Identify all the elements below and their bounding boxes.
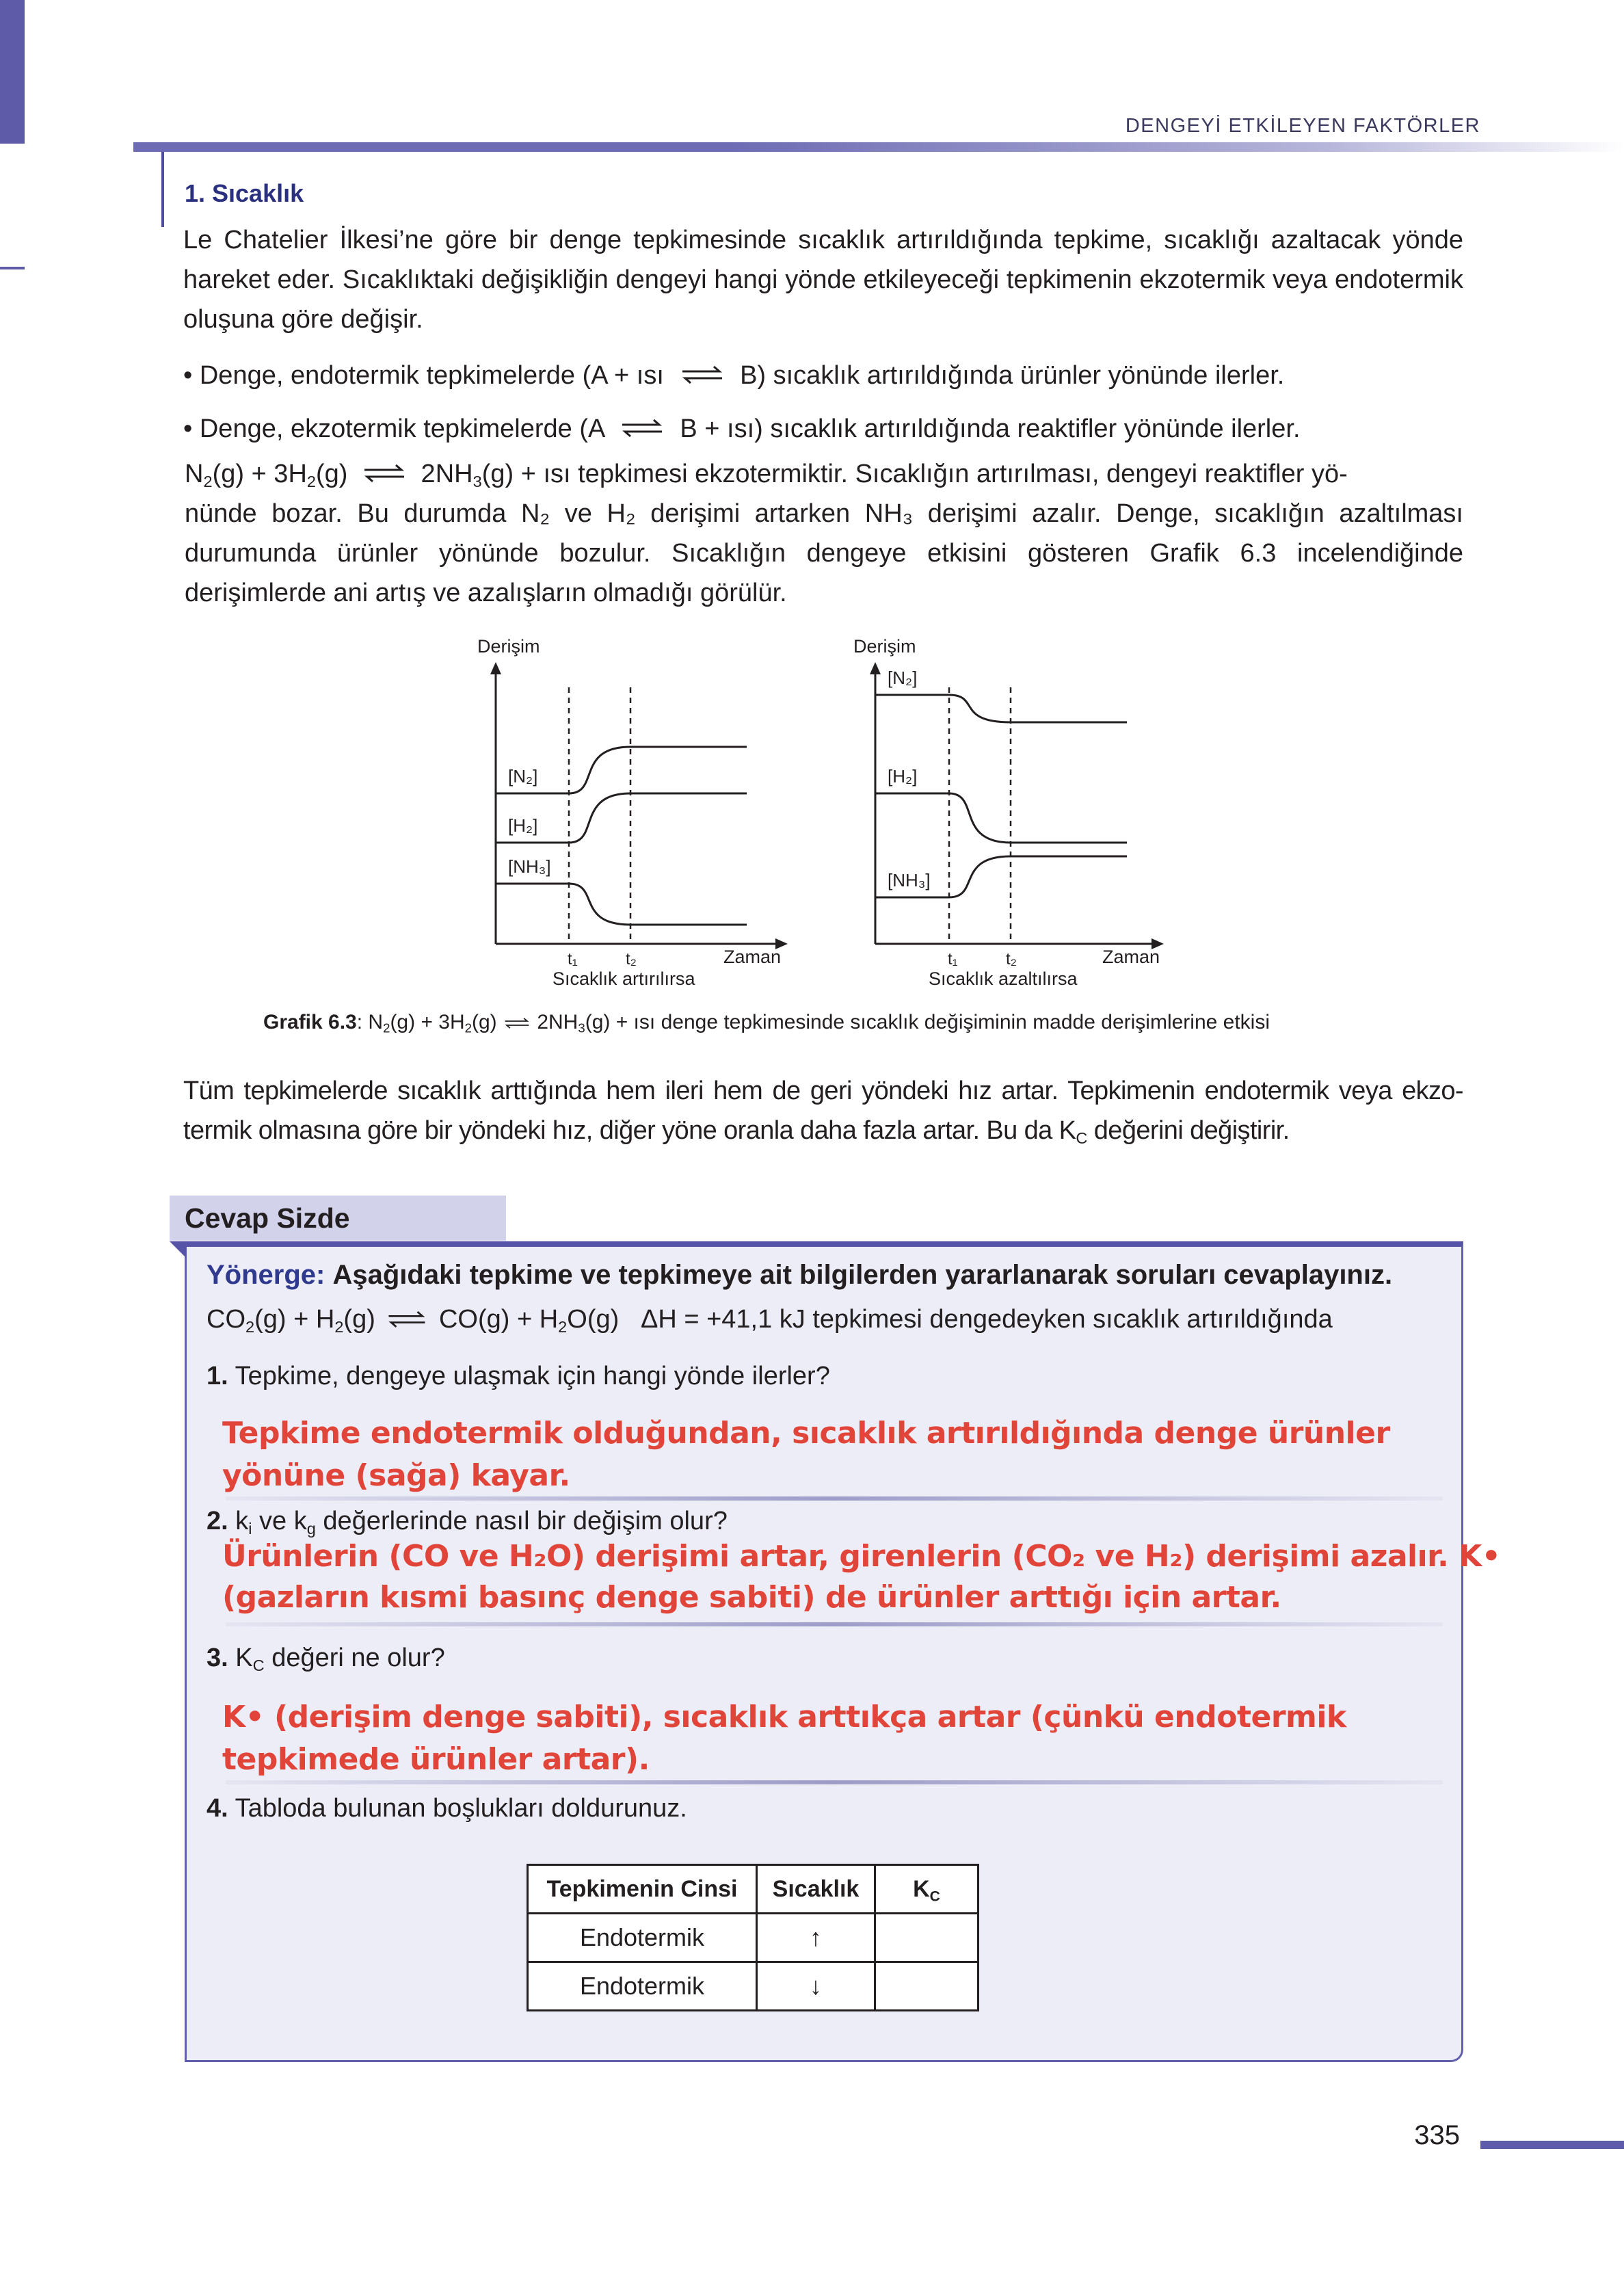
q3-number: 3. [207, 1644, 228, 1672]
caption-label: Grafik 6.3 [263, 1011, 357, 1033]
table-cell-kc[interactable] [875, 1914, 979, 1962]
question-2 [207, 1505, 728, 1537]
ammonia-reaction: $N_2(g) + 3H_2(g)$ $2NH_3(g)$ [185, 460, 514, 491]
para3-line2-wrap: termik olmasına göre bir yöndeki hız, diğer yöne oranla daha fazla artar. Bu da $K_C$ değerini değiştirir. [183, 1116, 1290, 1148]
question-1 [207, 1360, 830, 1393]
question-3 [207, 1641, 445, 1674]
para2-line2: nünde bozar. Bu durumda N₂ ve H₂ derişimi artarken NH₃ derişimi azalır. Denge, sıcaklığın azaltılması [185, 499, 1463, 528]
equilibrium-arrow-icon [678, 363, 726, 386]
chart2-series-label: [N₂] [888, 668, 918, 688]
intro-paragraph: Le Chatelier İlkesi’ne göre bir denge tepkimesinde sıcaklık artırıldığında tepkime, sıcaklığı azaltacak yönde hareket eder. Sıcaklıktaki değişikliğin dengeyi hangi yönde etkileyeceği tepkimenin ekzotermik veya endotermik oluşuna göre değişir. [183, 226, 1463, 334]
page-edge-tab [0, 0, 25, 144]
table-header-temp: Sıcaklık [757, 1865, 875, 1914]
chart1-ylabel: Derişim [477, 636, 540, 657]
para3-line1: Tüm tepkimelerde sıcaklık arttığında hem ileri hem de geri yöndeki hız artar. Tepkimenin endotermik veya ekzo- [183, 1077, 1463, 1105]
chart2-series-label: [H₂] [888, 766, 918, 787]
para3-line2: termik olmasına göre bir yöndeki hız, diğer yöne oranla daha fazla artar. Bu da K [183, 1116, 1076, 1145]
para2-rest: + ısı tepkimesi ekzotermiktir. Sıcaklığın artırılması, dengeyi reaktifler yö- [520, 460, 1348, 488]
answer-1[interactable]: Tepkime endotermik olduğundan, sıcaklık artırıldığında denge ürünler yönüne (sağa) kayar. [222, 1416, 1390, 1493]
q2-text: değerlerinde nasıl bir değişim olur? [323, 1507, 728, 1535]
cevap-sizde-title: Cevap Sizde [185, 1202, 350, 1234]
table-header-type: Tepkimenin Cinsi [528, 1865, 757, 1914]
answer-1-underline [226, 1496, 1443, 1501]
chart1-series-label: [N₂] [508, 766, 538, 787]
chart1-series-label: [NH₃] [508, 856, 551, 877]
table-cell-type: Endotermik [528, 1914, 757, 1962]
bullet2-pre: • Denge, ekzotermik tepkimelerde (A [183, 414, 604, 443]
table-row [528, 1962, 979, 2011]
section-accent-line [161, 152, 164, 227]
water-gas-reaction [207, 1303, 1333, 1336]
chart1-y-arrow [490, 662, 501, 674]
q4-number: 4. [207, 1794, 228, 1823]
chart1-tick-t1: t₁ [568, 950, 578, 968]
table-cell-temp: ↑ [757, 1914, 875, 1962]
caption-reaction: $N_2(g) + 3H_2(g) 2NH_3(g)$ + ısı [368, 1011, 656, 1035]
answer-2-line2[interactable]: (gazların kısmi basınç denge sabiti) de ürünler arttığı için artar. [222, 1580, 1281, 1615]
caption-text: denge tepkimesinde sıcaklık değişiminin madde derişimlerine etkisi [661, 1011, 1270, 1033]
running-header: DENGEYİ ETKİLEYEN FAKTÖRLER [1125, 115, 1480, 137]
table-cell-kc[interactable] [875, 1962, 979, 2011]
bullet1-pre: • Denge, endotermik tepkimelerde (A + ısı [183, 361, 664, 390]
footer-bar [1480, 2141, 1624, 2149]
table-cell-temp: ↓ [757, 1962, 875, 2011]
q1-number: 1. [207, 1362, 228, 1390]
box-corner-triangle [170, 1241, 186, 1258]
q3-text: değeri ne olur? [271, 1644, 445, 1672]
bullet-endothermic [183, 356, 1284, 395]
para3-line2-end: değerini değiştirir. [1093, 1116, 1290, 1145]
question-4 [207, 1792, 687, 1825]
chart2-title: Sıcaklık azaltılırsa [929, 968, 1078, 989]
chart1-series-line [496, 884, 747, 925]
bullet1-post: B) sıcaklık artırıldığında ürünler yönünde ilerler. [740, 361, 1285, 390]
q1-text: Tepkime, dengeye ulaşmak için hangi yönde ilerler? [235, 1362, 830, 1390]
bullet2-post: B + ısı) sıcaklık artırıldığında reaktifler yönünde ilerler. [680, 414, 1301, 443]
q4-text: Tabloda bulunan boşlukları doldurunuz. [235, 1794, 687, 1823]
chart2-series-label: [NH₃] [888, 870, 931, 890]
answer-2-line1[interactable]: Ürünlerin (CO ve H₂O) derişimi artar, girenlerin (CO₂ ve H₂) derişimi azalır. K• [222, 1539, 1501, 1574]
table-row [528, 1914, 979, 1962]
chart2-series-line [875, 793, 1127, 843]
equilibrium-arrow-icon [503, 1016, 531, 1031]
chart2 [853, 636, 1164, 989]
q2-number: 2. [207, 1507, 228, 1535]
para2-line4: derişimlerde ani artış ve azalışların olmadığı görülür. [185, 579, 787, 607]
chart2-tick-t2: t₂ [1006, 950, 1017, 968]
figure-6-3-charts [465, 629, 1190, 999]
chart2-series-line [875, 695, 1127, 722]
chart2-y-arrow [870, 662, 881, 674]
header-bar [133, 142, 1624, 152]
instruction-text: Aşağıdaki tepkime ve tepkimeye ait bilgilerden yararlanarak soruları cevaplayınız. [332, 1260, 1393, 1290]
answer-2-underline [226, 1622, 1443, 1626]
reaction-tail: ΔH = +41,1 kJ tepkimesi dengedeyken sıcaklık artırıldığında [640, 1305, 1333, 1334]
instruction [207, 1258, 1392, 1291]
table-header-kc: $K_C$ [875, 1865, 979, 1914]
chart1-tick-t2: t₂ [626, 950, 637, 968]
chart2-ylabel: Derişim [853, 636, 916, 657]
chart1 [477, 636, 788, 989]
figure-caption: Grafik 6.3: $N_2(g) + 3H_2(g) 2NH_3(g)$ + ısı denge tepkimesinde sıcaklık değişiminin madde derişimlerine etkisi [263, 1011, 1270, 1035]
equilibrium-arrow-icon [385, 1308, 429, 1330]
section-title: 1. Sıcaklık [185, 179, 304, 207]
q2-constants: $k_i$ ve $k_g$ [235, 1507, 316, 1538]
ammonia-reaction-line [185, 454, 1463, 494]
page-edge-mark [0, 267, 25, 269]
chart1-title: Sıcaklık artırılırsa [553, 968, 695, 989]
answer-3[interactable]: K• (derişim denge sabiti), sıcaklık arttıkça artar (çünkü endotermik tepkimede ürünler artar). [222, 1700, 1346, 1777]
reaction-table [527, 1864, 979, 2011]
page-number: 335 [1414, 2120, 1460, 2150]
chart1-series-label: [H₂] [508, 815, 538, 836]
reaction-formula: $CO_2(g) + H_2(g) CO(g) + H_2O(g)$ [207, 1305, 641, 1336]
para2-line3: durumunda ürünler yönünde bozulur. Sıcaklığın dengeye etkisini gösteren Grafik 6.3 incelendiğinde [185, 539, 1463, 568]
answer-3-underline [226, 1780, 1443, 1784]
table-cell-type: Endotermik [528, 1962, 757, 2011]
equilibrium-arrow-icon [360, 462, 408, 485]
instruction-label: Yönerge: [207, 1260, 325, 1290]
chart2-tick-t1: t₁ [948, 950, 958, 968]
bullet-exothermic [183, 409, 1301, 449]
chart2-xlabel: Zaman [1102, 947, 1160, 967]
q3-constant: $K_C$ [235, 1644, 265, 1675]
chart1-xlabel: Zaman [723, 947, 782, 967]
equilibrium-arrow-icon [618, 417, 666, 440]
table-header-row [528, 1865, 979, 1914]
